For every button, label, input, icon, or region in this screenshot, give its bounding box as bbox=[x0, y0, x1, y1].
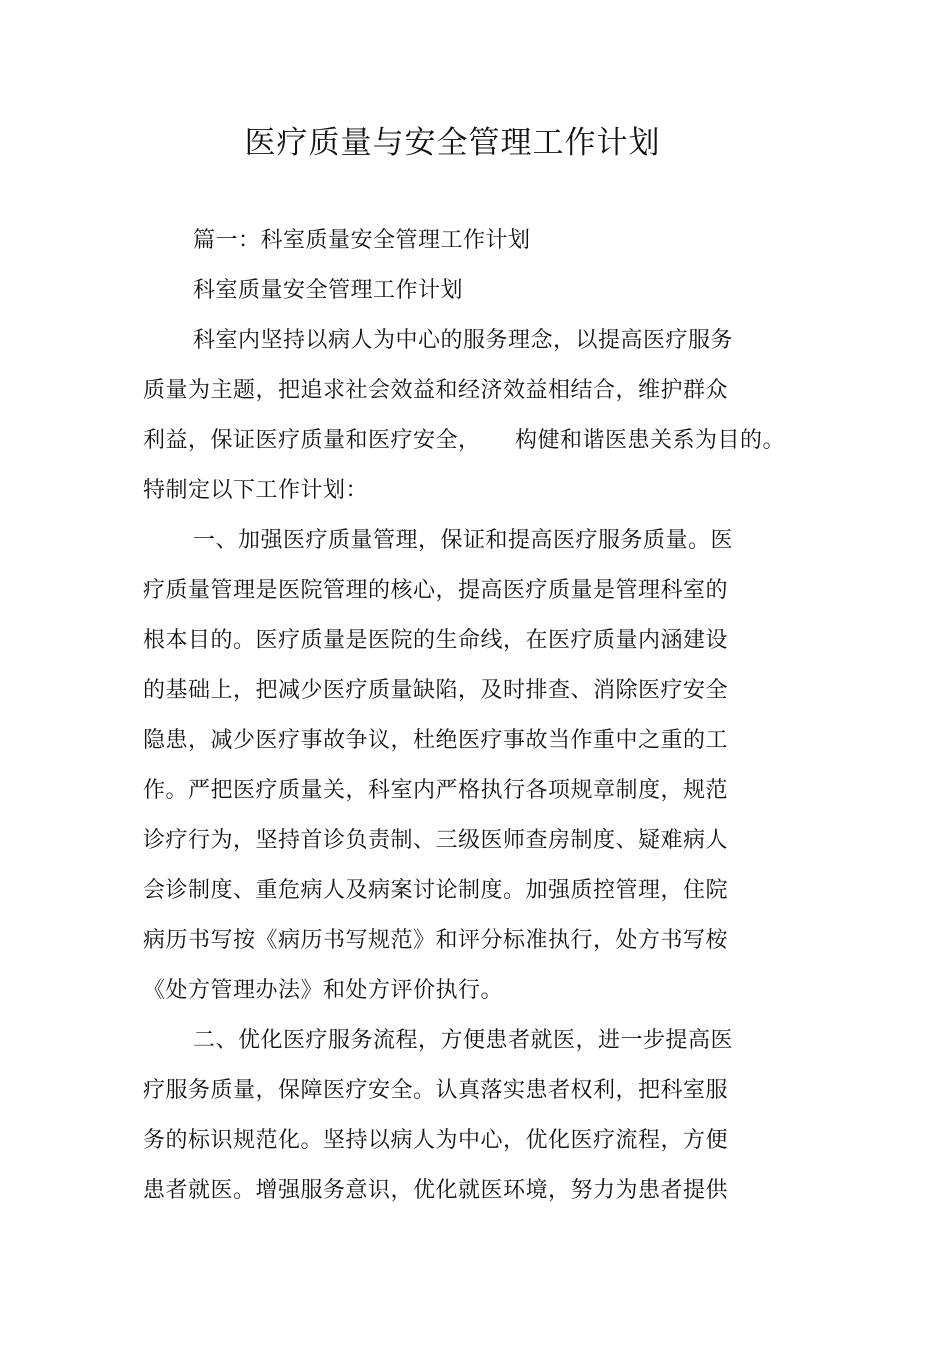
paragraph-line: 隐患，减少医疗事故争议，杜绝医疗事故当作重中之重的工 bbox=[143, 728, 729, 753]
section-heading: 篇一：科室质量安全管理工作计划 bbox=[193, 228, 531, 253]
document-title: 医疗质量与安全管理工作计划 bbox=[244, 125, 661, 161]
paragraph-line: 质量为主题，把追求社会效益和经济效益相结合，维护群众 bbox=[143, 378, 729, 403]
paragraph-line: 疗质量管理是医院管理的核心，提高医疗质量是管理科室的 bbox=[143, 578, 729, 603]
paragraph-line: 务的标识规范化。坚持以病人为中心，优化医疗流程，方便 bbox=[143, 1128, 729, 1153]
subsection-heading: 科室质量安全管理工作计划 bbox=[193, 278, 464, 303]
paragraph-line: 科室内坚持以病人为中心的服务理念，以提高医疗服务 bbox=[193, 328, 734, 353]
paragraph-line: 病历书写按《病历书写规范》和评分标准执行，处方书写桉 bbox=[143, 928, 729, 953]
paragraph-line: 根本目的。医疗质量是医院的生命线，在医疗质量内涵建设 bbox=[143, 628, 729, 653]
paragraph-line: 利益，保证医疗质量和医疗安全， bbox=[143, 428, 481, 453]
paragraph-line: 疗服务质量，保障医疗安全。认真落实患者权利，把科室服 bbox=[143, 1078, 729, 1103]
paragraph-line: 一、加强医疗质量管理，保证和提高医疗服务质量。医 bbox=[193, 528, 734, 553]
paragraph-line: 作。严把医疗质量关，科室内严格执行各项规章制度，规范 bbox=[143, 778, 729, 803]
paragraph-line: 特制定以下工作计划： bbox=[143, 478, 369, 503]
paragraph-line: 的基础上，把减少医疗质量缺陷，及时排查、消除医疗安全 bbox=[143, 678, 729, 703]
paragraph-line: 《处方管理办法》和处方评价执行。 bbox=[143, 978, 504, 1003]
paragraph-line: 会诊制度、重危病人及病案讨论制度。加强质控管理，住院 bbox=[143, 878, 729, 903]
paragraph-line: 诊疗行为，坚持首诊负责制、三级医师查房制度、疑难病人 bbox=[143, 828, 729, 853]
paragraph-line: 患者就医。增强服务意识，优化就医环境，努力为患者提供 bbox=[143, 1178, 729, 1203]
paragraph-line: 构健和谐医患关系为目的。 bbox=[515, 428, 786, 453]
paragraph-line: 二、优化医疗服务流程，方便患者就医，进一步提高医 bbox=[193, 1028, 734, 1053]
